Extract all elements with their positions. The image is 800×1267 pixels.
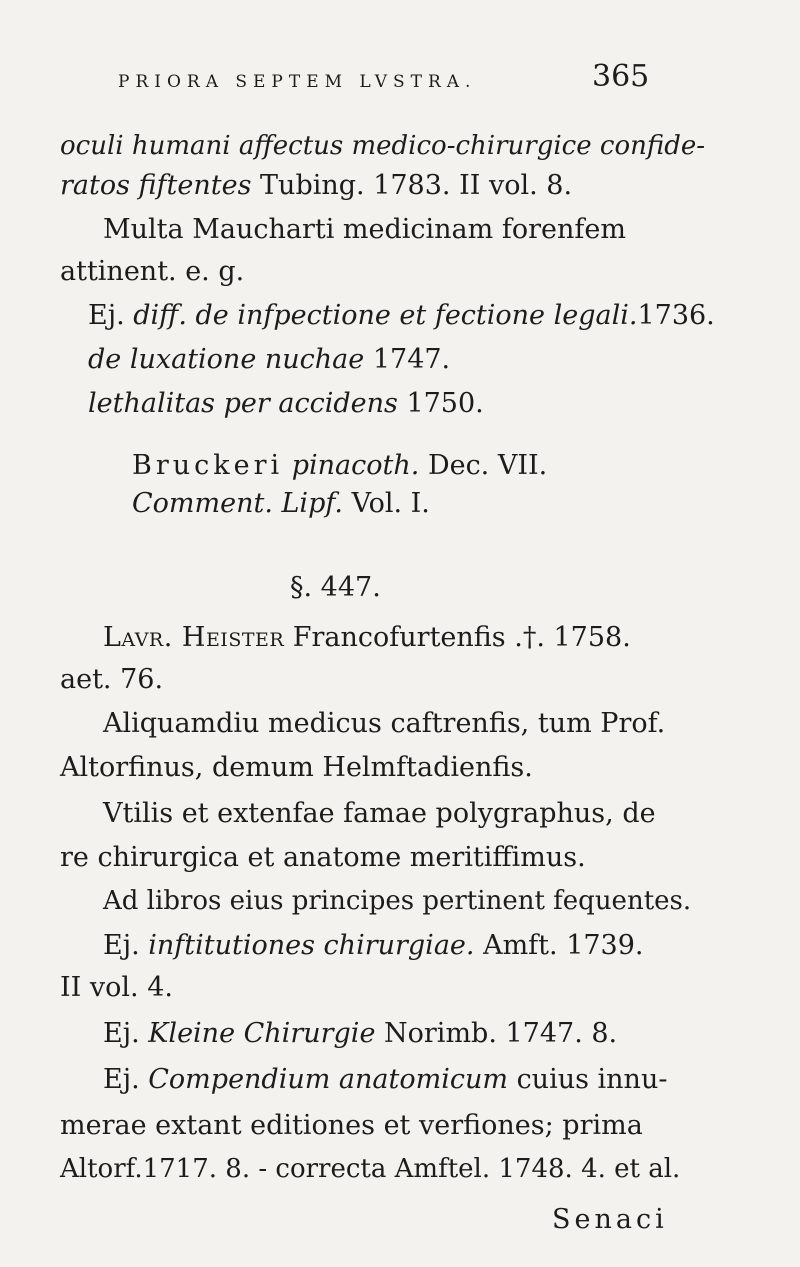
text-run: Tubing. 1783. II vol. 8. [260, 170, 573, 201]
page-number: 365 [592, 59, 650, 94]
work-title: diff. de infpectione et fectione legali. [133, 300, 638, 331]
text-run: Amft. 1739. [483, 930, 644, 961]
work-title: Compendium anatomicum [148, 1064, 508, 1095]
work-title: Comment. Lipf. [132, 488, 343, 519]
author-abbrev: Ej. [103, 1064, 140, 1095]
year: 1736. [637, 300, 715, 331]
work-title: Kleine Chirurgie [148, 1018, 376, 1049]
text-line [60, 172, 572, 199]
text-run: Vol. I. [351, 488, 430, 519]
text-line: oculi humani affectus medico-chirurgice confide- [60, 131, 706, 161]
work-title: de luxatione nuchae [88, 344, 365, 375]
bibliography-entry [103, 1020, 617, 1047]
text-line: Altorfinus, demum Helmftadienfis. [60, 752, 533, 783]
author-name: Bruckeri [132, 450, 284, 481]
author-abbrev: Ej. [103, 1018, 140, 1049]
text-line: Vtilis et extenfae famae polygraphus, de [103, 798, 656, 829]
running-head: PRIORA SEPTEM LVSTRA. [118, 72, 477, 92]
reference-line [132, 490, 430, 517]
work-title: pinacoth. [291, 450, 420, 481]
bibliography-entry [88, 390, 484, 417]
text-line: Ad libros eius principes pertinent fequentes. [103, 886, 692, 916]
author-abbrev: Ej. [88, 300, 125, 331]
work-title: inftitutiones chirurgiae. [148, 930, 475, 961]
text-run: Dec. VII. [427, 450, 548, 481]
text-line: Altorf.1717. 8. - correcta Amftel. 1748. 4. et al. [60, 1154, 681, 1184]
text-line: attinent. e. g. [60, 256, 245, 287]
text-run: Norimb. 1747. 8. [384, 1018, 618, 1049]
text-line: Multa Maucharti medicinam forenfem [103, 214, 626, 245]
text-line: merae extant editiones et verfiones; prima [60, 1110, 643, 1141]
text-line [103, 624, 631, 651]
catchword: Senaci [552, 1204, 668, 1235]
author-abbrev: Ej. [103, 930, 140, 961]
italic-phrase: ratos fiftentes [60, 170, 252, 201]
author-name: Lavr. Heister [103, 622, 285, 653]
bibliography-entry [103, 932, 643, 959]
text-line: Aliquamdiu medicus caftrenfis, tum Prof. [103, 708, 666, 739]
year: 1747. [372, 344, 451, 375]
reference-line [132, 452, 547, 479]
text-run: cuius innu- [516, 1064, 668, 1095]
bibliography-entry [88, 346, 450, 373]
section-heading: §. 447. [290, 572, 381, 603]
year: 1750. [406, 388, 484, 419]
work-title: lethalitas per accidens [88, 388, 398, 419]
text-run: Francofurtenfis .†. 1758. [292, 622, 631, 653]
text-line: II vol. 4. [60, 972, 173, 1003]
text-line: re chirurgica et anatome meritiffimus. [60, 842, 586, 873]
bibliography-entry [103, 1066, 667, 1093]
text-line: aet. 76. [60, 664, 164, 695]
bibliography-entry [88, 302, 715, 329]
